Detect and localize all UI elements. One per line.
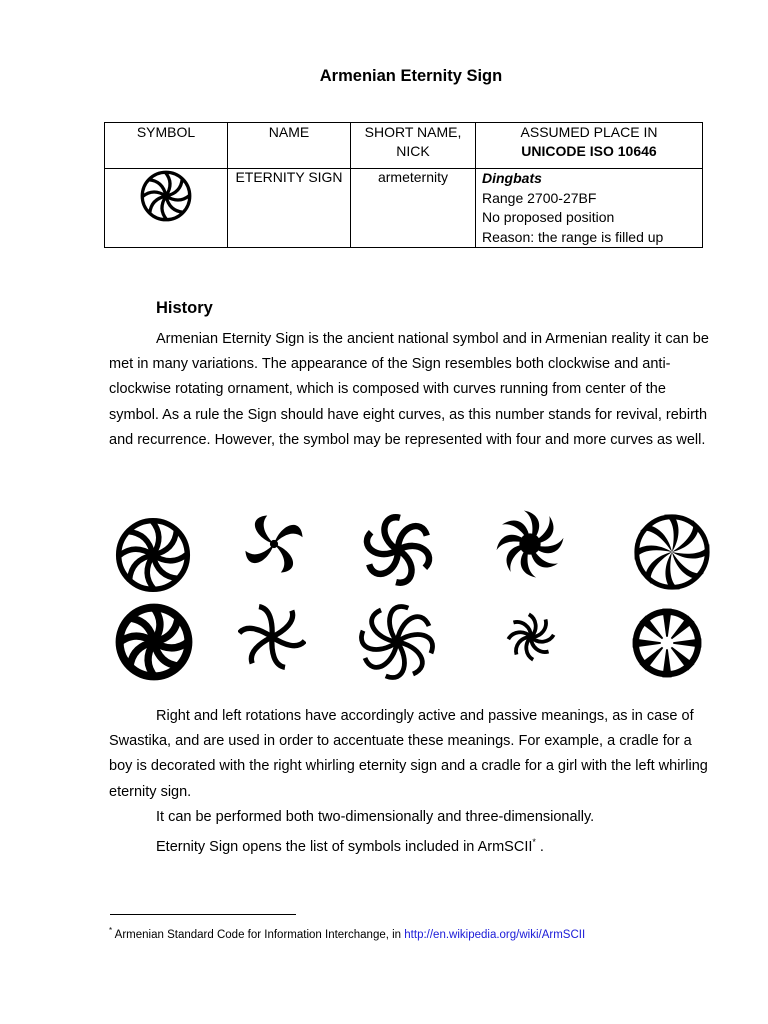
place-range: Range 2700-27BF	[482, 189, 597, 206]
body-paragraphs	[109, 704, 717, 860]
short-name-cell: armeternity	[351, 169, 476, 248]
symbol-variations	[110, 504, 720, 684]
dimension-paragraph: It can be performed both two-dimensionally and three-dimensionally.	[156, 808, 595, 825]
page-title: Armenian Eternity Sign	[319, 67, 503, 85]
armscii-end: .	[535, 838, 544, 855]
armscii-paragraph	[109, 830, 717, 860]
eternity-sign-icon	[139, 169, 193, 223]
footnote-reference[interactable]: *	[532, 837, 536, 848]
header-place-line1: ASSUMED PLACE IN	[520, 124, 658, 140]
header-symbol: SYMBOL	[105, 123, 228, 169]
history-text: Armenian Eternity Sign is the ancient national symbol and in Armenian reality it can be met in many variations. The appearance of the Sign resembles both clockwise and anti-clockwise rotating ornament, which is composed with curves running from center of the symbol. As a rule the Sign should have eight curves, as this number stands for revival, rebirth and recurrence. However, the symbol may be represented with four and more curves as well.	[109, 331, 709, 448]
symbol-cell	[105, 169, 228, 248]
swirl-variant-icon	[238, 604, 306, 670]
rotor-variant-icon	[632, 512, 712, 592]
footnote-text: Armenian Standard Code for Information Interchange, in	[112, 928, 405, 941]
eternity-variant-icon	[114, 516, 192, 594]
small-star-variant-icon	[504, 610, 558, 664]
footnote-divider	[110, 914, 296, 915]
history-heading: History	[156, 299, 213, 317]
segmented-wheel-variant-icon	[626, 604, 708, 682]
history-paragraph	[109, 327, 717, 453]
symbol-table	[104, 122, 703, 248]
place-position: No proposed position	[482, 209, 615, 225]
star-variant-icon	[492, 506, 568, 582]
rotation-paragraph: Right and left rotations have accordingly active and passive meanings, as in case of Swastika, and are used in order to accentuate these meanings. For example, a cradle for a boy is decorated with the right whirling eternity sign and a cradle for a girl with the left whirling eternity sign.	[109, 708, 708, 800]
table-row	[105, 169, 703, 248]
header-place-line2: UNICODE ISO 10646	[521, 143, 657, 159]
outline-flower-variant-icon	[356, 602, 438, 682]
place-reason: Reason: the range is filled up	[482, 228, 664, 245]
header-name: NAME	[228, 123, 351, 169]
header-place	[476, 123, 703, 169]
pinwheel-variant-icon	[240, 510, 308, 578]
name-cell: ETERNITY SIGN	[228, 169, 351, 248]
place-cell	[476, 169, 703, 248]
footnote	[109, 926, 585, 941]
flower-variant-icon	[358, 510, 438, 590]
armscii-text: Eternity Sign opens the list of symbols included in ArmSCII	[156, 838, 533, 855]
place-dingbats: Dingbats	[482, 170, 542, 186]
footnote-link[interactable]: http://en.wikipedia.org/wiki/ArmSCII	[404, 928, 586, 941]
footnote-mark: *	[109, 926, 113, 935]
header-short-name: SHORT NAME, NICK	[351, 123, 476, 169]
bold-eternity-variant-icon	[112, 602, 196, 682]
table-header-row	[105, 123, 703, 169]
